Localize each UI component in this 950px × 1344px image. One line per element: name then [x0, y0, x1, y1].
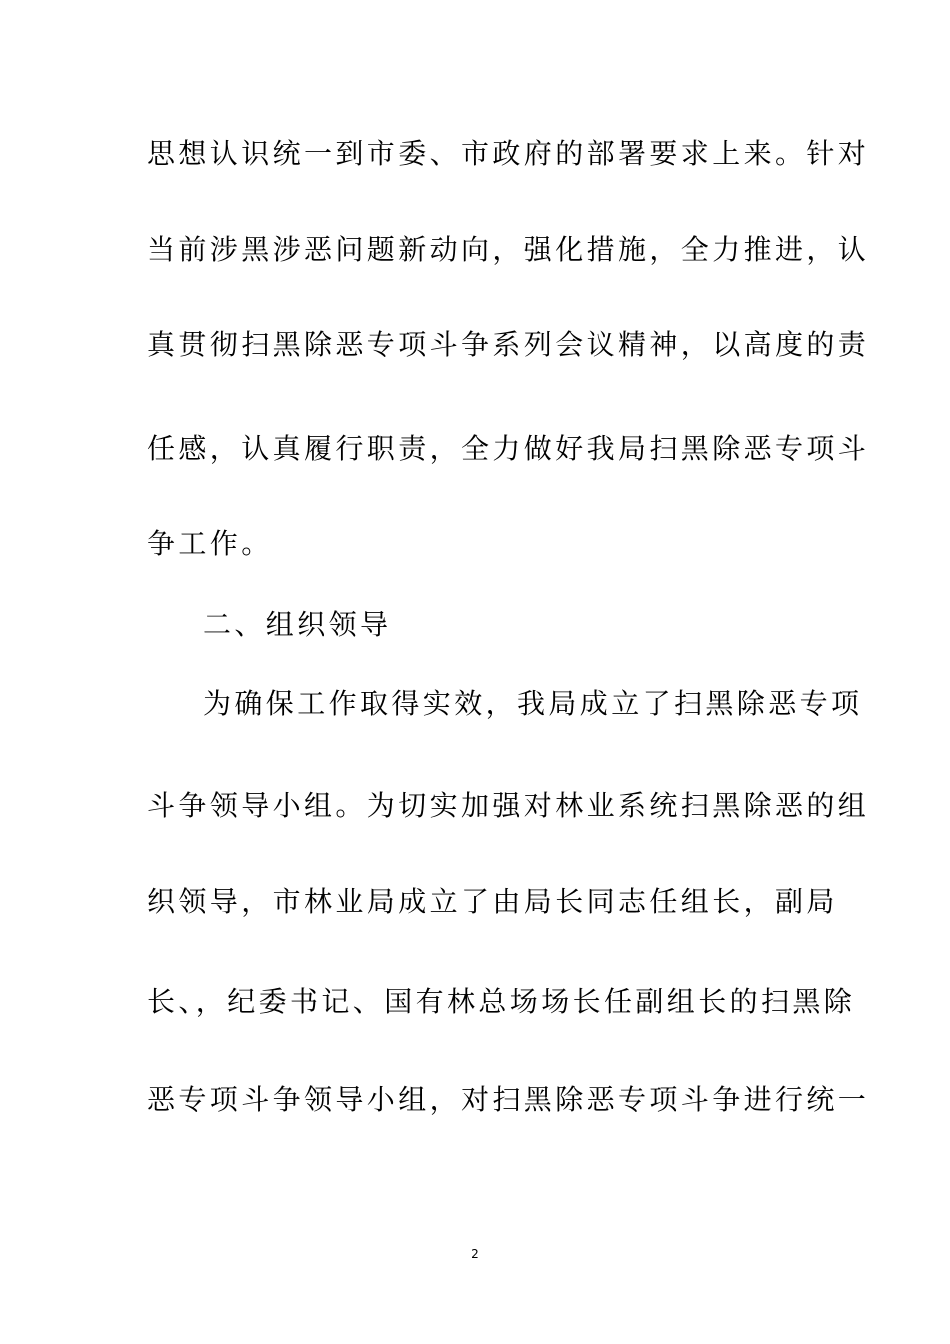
body-text-line: 思想认识统一到市委、市政府的部署要求上来。针对 — [147, 137, 870, 170]
body-text-line: 争工作。 — [147, 527, 273, 560]
body-text-line: 真贯彻扫黑除恶专项斗争系列会议精神，以高度的责 — [147, 328, 870, 361]
body-text-line: 长、，纪委书记、国有林总场场长任副组长的扫黑除 — [147, 985, 856, 1018]
section-heading: 二、组织领导 — [203, 608, 392, 641]
body-text-line: 恶专项斗争领导小组，对扫黑除恶专项斗争进行统一 — [147, 1083, 870, 1116]
page-number: 2 — [471, 1247, 479, 1261]
body-text-line: 当前涉黑涉恶问题新动向，强化措施，全力推进，认 — [147, 233, 870, 266]
body-text-line: 任感，认真履行职责，全力做好我局扫黑除恶专项斗 — [147, 432, 870, 465]
body-text-line: 斗争领导小组。为切实加强对林业系统扫黑除恶的组 — [147, 789, 870, 822]
body-text-line: 为确保工作取得实效，我局成立了扫黑除恶专项 — [203, 687, 863, 720]
body-text-line: 织领导，市林业局成立了由局长同志任组长，副局 — [147, 885, 838, 918]
